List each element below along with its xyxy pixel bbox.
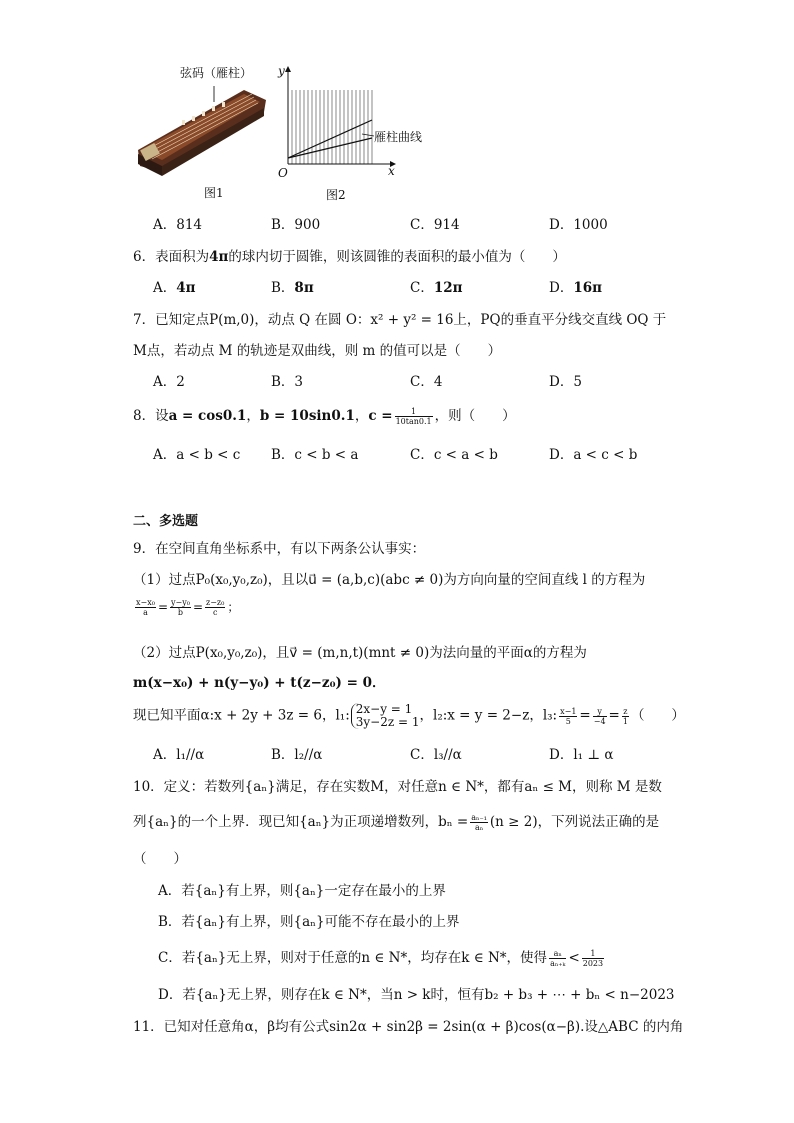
- q10-stem-line2: 列{aₙ}的一个上界．现已知{aₙ}为正项递增数列，bₙ = $\frac{\text{aₙ₋₁}}{\text{aₙ}}$ (n ≥ 2)，下列说法正确的是: [133, 813, 660, 832]
- q5-option-d: D．1000: [549, 217, 608, 233]
- q11-stem-line1: 11．已知对任意角α，β均有公式sin2α + sin2β = 2sin(α + β)cos(α−β).设△ABC 的内角: [133, 1019, 684, 1035]
- q9-stem-line2: （1）过点P₀(x₀,y₀,z₀)，且以u⃗ = (a,b,c)(abc ≠ 0)为方向向量的空间直线 l 的方程为: [133, 572, 646, 588]
- q9-line-equation: $\frac{\text{x−x₀}}{a}$ = $\frac{\text{y−y₀}}{b}$ = $\frac{\text{z−z₀}}{c}$ ；: [136, 598, 240, 617]
- q10-stem-line3: （ ）: [133, 851, 187, 867]
- q8-option-b: B．c < b < a: [271, 447, 359, 463]
- section-heading-multiple-choice: 二、多选题: [133, 514, 199, 529]
- q9-option-c: C．l₃//α: [410, 747, 462, 763]
- fig2-x-axis-label: x: [388, 164, 395, 178]
- q10-option-b: B．若{aₙ}有上界，则{aₙ}可能不存在最小的上界: [158, 914, 460, 930]
- q7-option-c: C．4: [410, 374, 443, 390]
- q5-option-a: A．814: [153, 217, 203, 233]
- q7-option-d: D．5: [549, 374, 582, 390]
- guzheng-image: [132, 80, 272, 180]
- q9-stem-line6: 现已知平面α:x + 2y + 3z = 6，l₁: 2x−y = 1 3y−2z = 1 ，l₂:x = y = 2−z，l₃: $\frac{x-1}{5}$ = $\frac{y}{-4}$ = $\frac{z}{1}$ （ ）: [133, 702, 685, 729]
- fig2-curve-label: 雁柱曲线: [374, 130, 423, 144]
- q5-option-b: B．900: [271, 217, 321, 233]
- q9-stem-line1: 9．在空间直角坐标系中，有以下两条公认事实：: [133, 541, 426, 557]
- q6-option-b: B．8π: [271, 280, 314, 296]
- q6-option-a: A．4π: [153, 280, 196, 296]
- q7-stem-line1: 7．已知定点P(m,0)，动点 Q 在圆 O：x² + y² = 16上，PQ的垂直平分线交直线 OQ 于: [133, 312, 667, 328]
- fig2-caption: 图2: [326, 188, 346, 202]
- q9-stem-line4: （2）过点P(x₀,y₀,z₀)，且v⃗ = (m,n,t)(mnt ≠ 0)为法向量的平面α的方程为: [133, 645, 587, 661]
- q8-option-d: D．a < c < b: [549, 447, 638, 463]
- q6-option-d: D．16π: [549, 280, 602, 296]
- q5-option-c: C．914: [410, 217, 460, 233]
- fig1-caption: 图1: [204, 186, 224, 200]
- q10-stem-line1: 10．定义：若数列{aₙ}满足，存在实数M，对任意n ∈ N*，都有aₙ ≤ M，则称 M 是数: [133, 779, 662, 795]
- q10-option-c: C．若{aₙ}无上界，则对于任意的n ∈ N*，均存在k ∈ N*，使得 $\frac{\text{aₙ}}{\text{aₙ₊ₖ}}$ < $\frac{1}{2023}$: [158, 949, 604, 968]
- q7-stem-line2: M点，若动点 M 的轨迹是双曲线，则 m 的值可以是（ ）: [133, 343, 502, 359]
- q6-option-c: C．12π: [410, 280, 463, 296]
- q10-option-d: D．若{aₙ}无上界，则存在k ∈ N*，当n > k时，恒有b₂ + b₃ + ⋯ + bₙ < n−2023: [158, 987, 675, 1003]
- fig1-top-label: 弦码（雁柱）: [180, 66, 253, 80]
- q9-option-d: D．l₁ ⊥ α: [549, 747, 614, 763]
- q8-option-c: C．c < a < b: [410, 447, 498, 463]
- q9-option-a: A．l₁//α: [153, 747, 205, 763]
- q10-option-a: A．若{aₙ}有上界，则{aₙ}一定存在最小的上界: [158, 883, 446, 899]
- q9-plane-equation: m(x−x₀) + n(y−y₀) + t(z−z₀) = 0．: [133, 675, 386, 691]
- q9-option-b: B．l₂//α: [271, 747, 323, 763]
- q7-option-a: A．2: [153, 374, 185, 390]
- q7-option-b: B．3: [271, 374, 304, 390]
- q8-option-a: A．a < b < c: [153, 447, 241, 463]
- fig2-origin-label: O: [278, 166, 288, 180]
- q8-stem: 8．设a = cos0.1，b = 10sin0.1，c = $\frac{1}{10\tan 0.1}$ ，则（ ）: [133, 407, 516, 426]
- fig2-y-axis-label: y: [278, 64, 285, 78]
- q6-stem: 6．表面积为4π的球内切于圆锥，则该圆锥的表面积的最小值为（ ）: [133, 249, 566, 265]
